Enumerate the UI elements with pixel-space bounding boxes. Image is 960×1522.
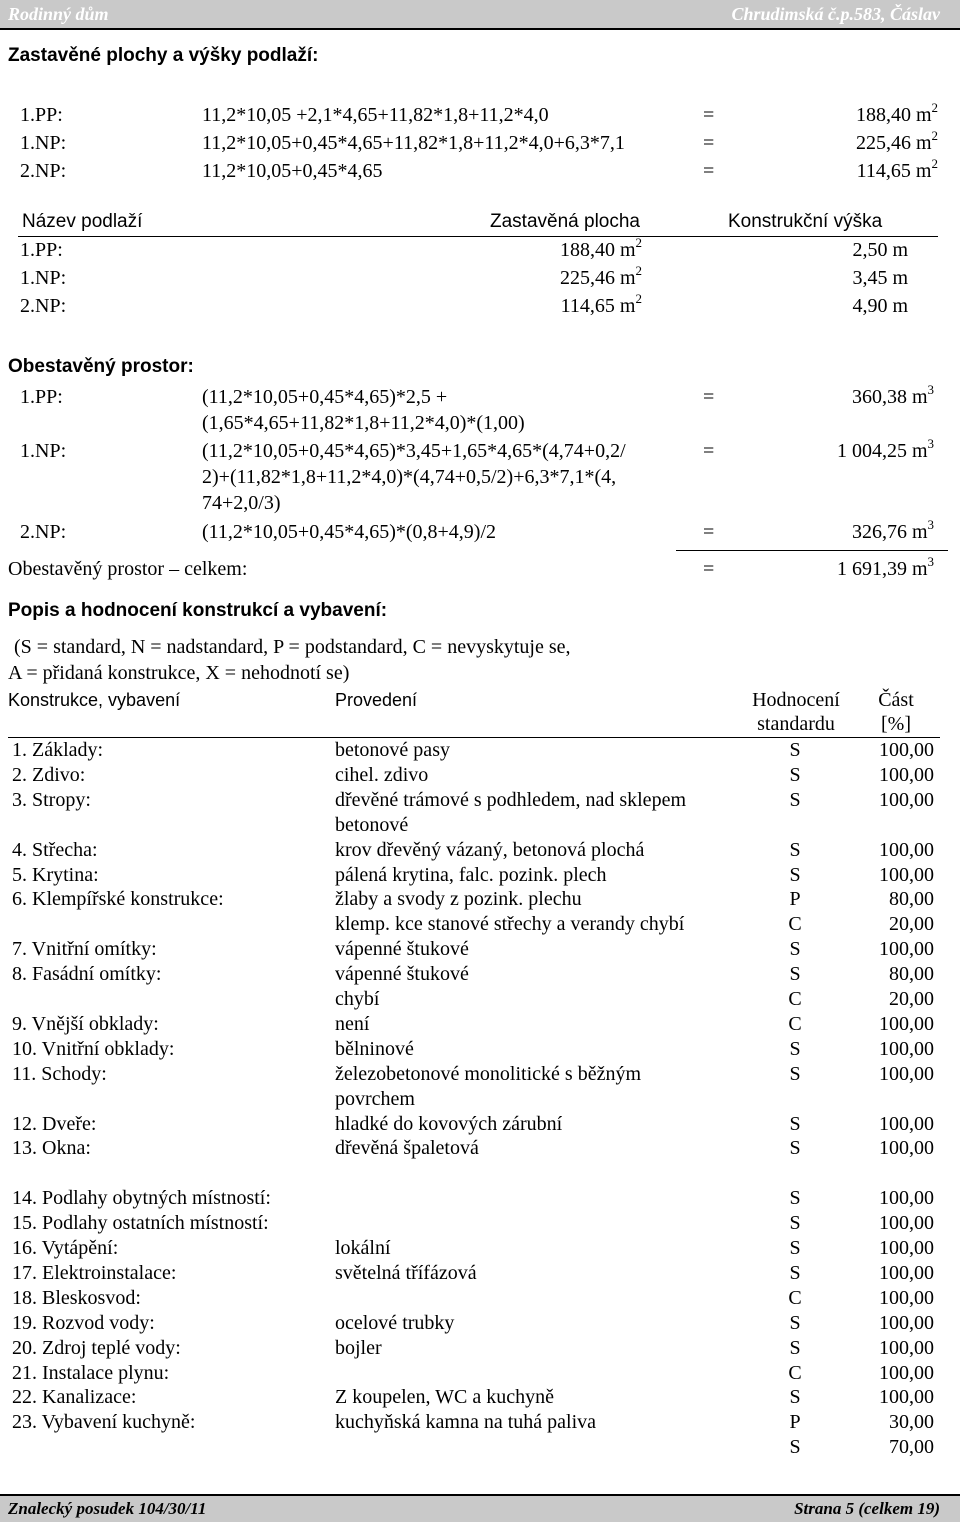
popis-row-konstrukce: 13. Okna: xyxy=(12,1137,91,1160)
popis-row-hodnoceni: S xyxy=(789,739,801,761)
popis-row-cast: 100,00 xyxy=(879,1286,934,1309)
popis-row-cast: 100,00 xyxy=(879,739,934,761)
popis-row-hodnoceni: S xyxy=(789,1386,801,1409)
table-header-rule xyxy=(18,236,938,237)
table-row-name: 2.NP: xyxy=(20,295,67,317)
popis-row-konstrukce: 14. Podlahy obytných místností: xyxy=(12,1187,271,1210)
popis-row-cast: 80,00 xyxy=(889,963,934,986)
popis-row-cast: 20,00 xyxy=(889,988,934,1010)
popis-row-konstrukce: 17. Elektroinstalace: xyxy=(12,1261,177,1284)
popis-row-cast: 100,00 xyxy=(879,863,934,886)
popis-row-provedeni: kuchyňská kamna na tuhá paliva xyxy=(335,1411,597,1434)
popis-row-cast: 100,00 xyxy=(879,763,934,786)
col-header-podlazi: Název podlaží xyxy=(22,211,143,232)
table-row-height: 2,50 m xyxy=(852,239,908,261)
popis-row-konstrukce: 8. Fasádní omítky: xyxy=(12,963,162,986)
obestaveny-row-value: 360,38 $m^3$ xyxy=(851,382,934,408)
popis-row-provedeni: krov dřevěný vázaný, betonová plochá xyxy=(335,838,645,861)
zastavene-row-value: 188,40 $m^2$ xyxy=(855,100,938,126)
popis-row-cast: 20,00 xyxy=(889,913,934,936)
popis-row-hodnoceni: S xyxy=(789,863,801,886)
zastavene-row-value: 225,46 $m^2$ xyxy=(855,128,938,154)
popis-row-konstrukce: 1. Základy: xyxy=(12,739,104,761)
popis-row-hodnoceni: S xyxy=(789,1436,801,1459)
popis-row-hodnoceni: S xyxy=(789,963,801,986)
popis-row-konstrukce: 7. Vnitřní omítky: xyxy=(12,938,157,961)
popis-row-hodnoceni: S xyxy=(789,788,801,811)
popis-row-hodnoceni: C xyxy=(788,988,802,1010)
sum-rule xyxy=(676,550,948,551)
popis-row-provedeni: železobetonové monolitické s běžným xyxy=(335,1062,642,1085)
popis-row-hodnoceni: S xyxy=(789,838,801,861)
table-row-area: 188,40 $m^2$ xyxy=(559,235,642,261)
popis-row-provedeni: chybí xyxy=(335,988,380,1010)
popis-row-konstrukce: 15. Podlahy ostatních místností: xyxy=(12,1212,269,1235)
popis-row-konstrukce: 4. Střecha: xyxy=(12,838,98,861)
popis-row-provedeni: lokální xyxy=(335,1237,391,1259)
popis-row-konstrukce: 20. Zdroj teplé vody: xyxy=(12,1336,181,1359)
zastavene-row-label: 1.NP: xyxy=(20,132,67,154)
popis-row-provedeni: vápenné štukové xyxy=(335,938,469,961)
popis-row-provedeni: ocelové trubky xyxy=(335,1311,455,1334)
legend-line-2: A = přidaná konstrukce, X = nehodnotí se) xyxy=(8,662,350,684)
popis-row-cast: 100,00 xyxy=(879,1336,934,1359)
obestaveny-total-eq: = xyxy=(703,558,715,580)
zastavene-row-label: 1.PP: xyxy=(20,104,63,126)
obestaveny-row-eq: = xyxy=(703,386,715,408)
obestaveny-row-eq: = xyxy=(703,521,715,543)
col-header-konstrukce: Konstrukce, vybavení xyxy=(8,690,181,710)
popis-row-provedeni: vápenné štukové xyxy=(335,963,469,986)
obestaveny-total-label: Obestavěný prostor – celkem: xyxy=(8,558,248,580)
popis-row-cast: 100,00 xyxy=(879,1062,934,1085)
obestaveny-total-value: 1 691,39 $m^3$ xyxy=(836,554,934,580)
col-header-standardu: standardu xyxy=(757,713,835,735)
popis-row-provedeni: Z koupelen, WC a kuchyně xyxy=(335,1386,555,1409)
zastavene-row-eq: = xyxy=(703,132,715,154)
obestaveny-row-formula-line: (11,2*10,05+0,45*4,65)*2,5 + xyxy=(202,386,448,408)
col-header-percent: [%] xyxy=(881,713,911,735)
legend-line-1: (S = standard, N = nadstandard, P = podstandard, C = nevyskytuje se, xyxy=(14,636,571,658)
popis-row-provedeni: světelná třífázová xyxy=(335,1261,477,1284)
popis-row-hodnoceni: C xyxy=(788,1012,802,1035)
popis-row-hodnoceni: P xyxy=(789,1411,801,1434)
zastavene-row-eq: = xyxy=(703,160,715,182)
popis-row-hodnoceni: S xyxy=(789,1212,801,1235)
popis-row-provedeni: dřevěná špaletová xyxy=(335,1137,479,1160)
popis-row-hodnoceni: S xyxy=(789,1062,801,1085)
popis-row-konstrukce: 3. Stropy: xyxy=(12,788,91,811)
popis-row-hodnoceni: C xyxy=(788,1286,802,1309)
popis-row-hodnoceni: S xyxy=(789,1137,801,1160)
popis-row-konstrukce: 6. Klempířské konstrukce: xyxy=(12,888,224,911)
popis-row-provedeni: povrchem xyxy=(335,1087,415,1110)
table-row-area: 114,65 $m^2$ xyxy=(560,291,642,317)
popis-row-cast: 100,00 xyxy=(879,1261,934,1284)
zastavene-row-formula: 11,2*10,05+0,45*4,65+11,82*1,8+11,2*4,0+6,3*7,1 xyxy=(202,132,625,154)
popis-row-provedeni: betonové xyxy=(335,813,409,836)
popis-row-cast: 100,00 xyxy=(879,1311,934,1334)
col-header-hodnoceni: Hodnocení xyxy=(752,689,840,711)
popis-row-hodnoceni: C xyxy=(788,1361,802,1384)
popis-row-provedeni: pálená krytina, falc. pozink. plech xyxy=(335,863,607,886)
table-row-name: 1.PP: xyxy=(20,239,63,261)
popis-row-provedeni: dřevěné trámové s podhledem, nad sklepem xyxy=(335,788,686,811)
popis-row-hodnoceni: P xyxy=(789,888,801,911)
zastavene-row-value: 114,65 $m^2$ xyxy=(856,156,938,182)
popis-row-cast: 30,00 xyxy=(889,1411,934,1434)
popis-row-konstrukce: 22. Kanalizace: xyxy=(12,1386,137,1409)
table-row-height: 4,90 m xyxy=(852,295,908,317)
obestaveny-row-formula-line: (11,2*10,05+0,45*4,65)*(0,8+4,9)/2 xyxy=(202,521,497,543)
obestaveny-row-label: 2.NP: xyxy=(20,521,67,543)
popis-row-cast: 80,00 xyxy=(889,888,934,911)
col-header-vyska: Konstrukční výška xyxy=(728,211,883,232)
obestaveny-row-value: 1 004,25 $m^3$ xyxy=(836,436,934,462)
zastavene-row-formula: 11,2*10,05 +2,1*4,65+11,82*1,8+11,2*4,0 xyxy=(202,104,549,126)
obestaveny-row-formula-line: (11,2*10,05+0,45*4,65)*3,45+1,65*4,65*(4,74+0,2/ xyxy=(202,440,626,462)
col-header-plocha: Zastavěná plocha xyxy=(490,211,640,232)
page-header xyxy=(0,0,960,30)
popis-row-cast: 100,00 xyxy=(879,1137,934,1160)
popis-row-hodnoceni: C xyxy=(788,913,802,936)
popis-row-cast: 100,00 xyxy=(879,1237,934,1259)
table-row-name: 1.NP: xyxy=(20,267,67,289)
section-title-popis: Popis a hodnocení konstrukcí a vybavení: xyxy=(8,600,388,621)
section-title-obestaveny: Obestavěný prostor: xyxy=(8,356,194,377)
popis-row-hodnoceni: S xyxy=(789,1311,801,1334)
popis-row-hodnoceni: S xyxy=(789,1112,801,1135)
obestaveny-row-value: 326,76 $m^3$ xyxy=(851,517,934,543)
popis-row-cast: 100,00 xyxy=(879,1187,934,1210)
popis-row-hodnoceni: S xyxy=(789,763,801,786)
table-row-area: 225,46 $m^2$ xyxy=(559,263,642,289)
popis-row-cast: 70,00 xyxy=(889,1436,934,1459)
popis-row-provedeni: není xyxy=(335,1012,370,1035)
popis-row-cast: 100,00 xyxy=(879,1012,934,1035)
popis-row-konstrukce: 23. Vybavení kuchyně: xyxy=(12,1411,196,1434)
popis-row-konstrukce: 2. Zdivo: xyxy=(12,763,86,786)
popis-row-hodnoceni: S xyxy=(789,1336,801,1359)
zastavene-row-label: 2.NP: xyxy=(20,160,67,182)
popis-row-cast: 100,00 xyxy=(879,1361,934,1384)
popis-row-provedeni: klemp. kce stanové střechy a verandy chybí xyxy=(335,913,685,936)
popis-row-konstrukce: 9. Vnější obklady: xyxy=(12,1012,159,1035)
popis-row-hodnoceni: S xyxy=(789,1237,801,1259)
obestaveny-row-formula-line: 2)+(11,82*1,8+11,2*4,0)*(4,74+0,5/2)+6,3*7,1*(4, xyxy=(202,466,617,488)
table-row-height: 3,45 m xyxy=(852,267,908,289)
obestaveny-row-formula-line: 74+2,0/3) xyxy=(202,492,281,514)
popis-row-provedeni: hladké do kovových zárubní xyxy=(335,1112,563,1135)
popis-row-konstrukce: 11. Schody: xyxy=(12,1062,107,1085)
popis-row-konstrukce: 5. Krytina: xyxy=(12,863,99,886)
popis-row-cast: 100,00 xyxy=(879,1212,934,1235)
obestaveny-row-label: 1.PP: xyxy=(20,386,63,408)
popis-row-hodnoceni: S xyxy=(789,1037,801,1060)
header-left-text: Rodinný dům xyxy=(8,4,109,24)
col-header-cast: Část xyxy=(878,689,914,711)
popis-row-konstrukce: 18. Bleskosvod: xyxy=(12,1286,141,1309)
popis-row-hodnoceni: S xyxy=(789,1187,801,1210)
obestaveny-row-eq: = xyxy=(703,440,715,462)
page-footer xyxy=(0,1494,960,1522)
header-right-text: Chrudimská č.p.583, Čáslav xyxy=(731,4,940,24)
popis-row-provedeni: bojler xyxy=(335,1336,382,1359)
popis-row-konstrukce: 19. Rozvod vody: xyxy=(12,1311,155,1334)
popis-row-cast: 100,00 xyxy=(879,1037,934,1060)
popis-row-cast: 100,00 xyxy=(879,788,934,811)
popis-row-provedeni: cihel. zdivo xyxy=(335,763,429,786)
popis-row-cast: 100,00 xyxy=(879,1386,934,1409)
popis-row-konstrukce: 16. Vytápění: xyxy=(12,1237,119,1259)
obestaveny-row-formula-line: (1,65*4,65+11,82*1,8+11,2*4,0)*(1,00) xyxy=(202,412,525,434)
popis-row-hodnoceni: S xyxy=(789,938,801,961)
zastavene-row-formula: 11,2*10,05+0,45*4,65 xyxy=(202,160,383,182)
obestaveny-row-label: 1.NP: xyxy=(20,440,67,462)
popis-row-provedeni: žlaby a svody z pozink. plechu xyxy=(335,888,582,911)
col-header-provedeni: Provedení xyxy=(335,690,418,710)
footer-right-text: Strana 5 (celkem 19) xyxy=(794,1499,940,1518)
popis-row-konstrukce: 12. Dveře: xyxy=(12,1112,97,1135)
zastavene-row-eq: = xyxy=(703,104,715,126)
popis-row-cast: 100,00 xyxy=(879,938,934,961)
popis-row-konstrukce: 10. Vnitřní obklady: xyxy=(12,1037,175,1060)
popis-row-hodnoceni: S xyxy=(789,1261,801,1284)
popis-row-cast: 100,00 xyxy=(879,1112,934,1135)
popis-row-konstrukce: 21. Instalace plynu: xyxy=(12,1361,170,1384)
footer-left-text: Znalecký posudek 104/30/11 xyxy=(8,1499,207,1518)
section-title-zastavene: Zastavěné plochy a výšky podlaží: xyxy=(8,45,319,66)
popis-row-provedeni: bělninové xyxy=(335,1037,414,1060)
popis-row-cast: 100,00 xyxy=(879,838,934,861)
popis-row-provedeni: betonové pasy xyxy=(335,739,450,761)
